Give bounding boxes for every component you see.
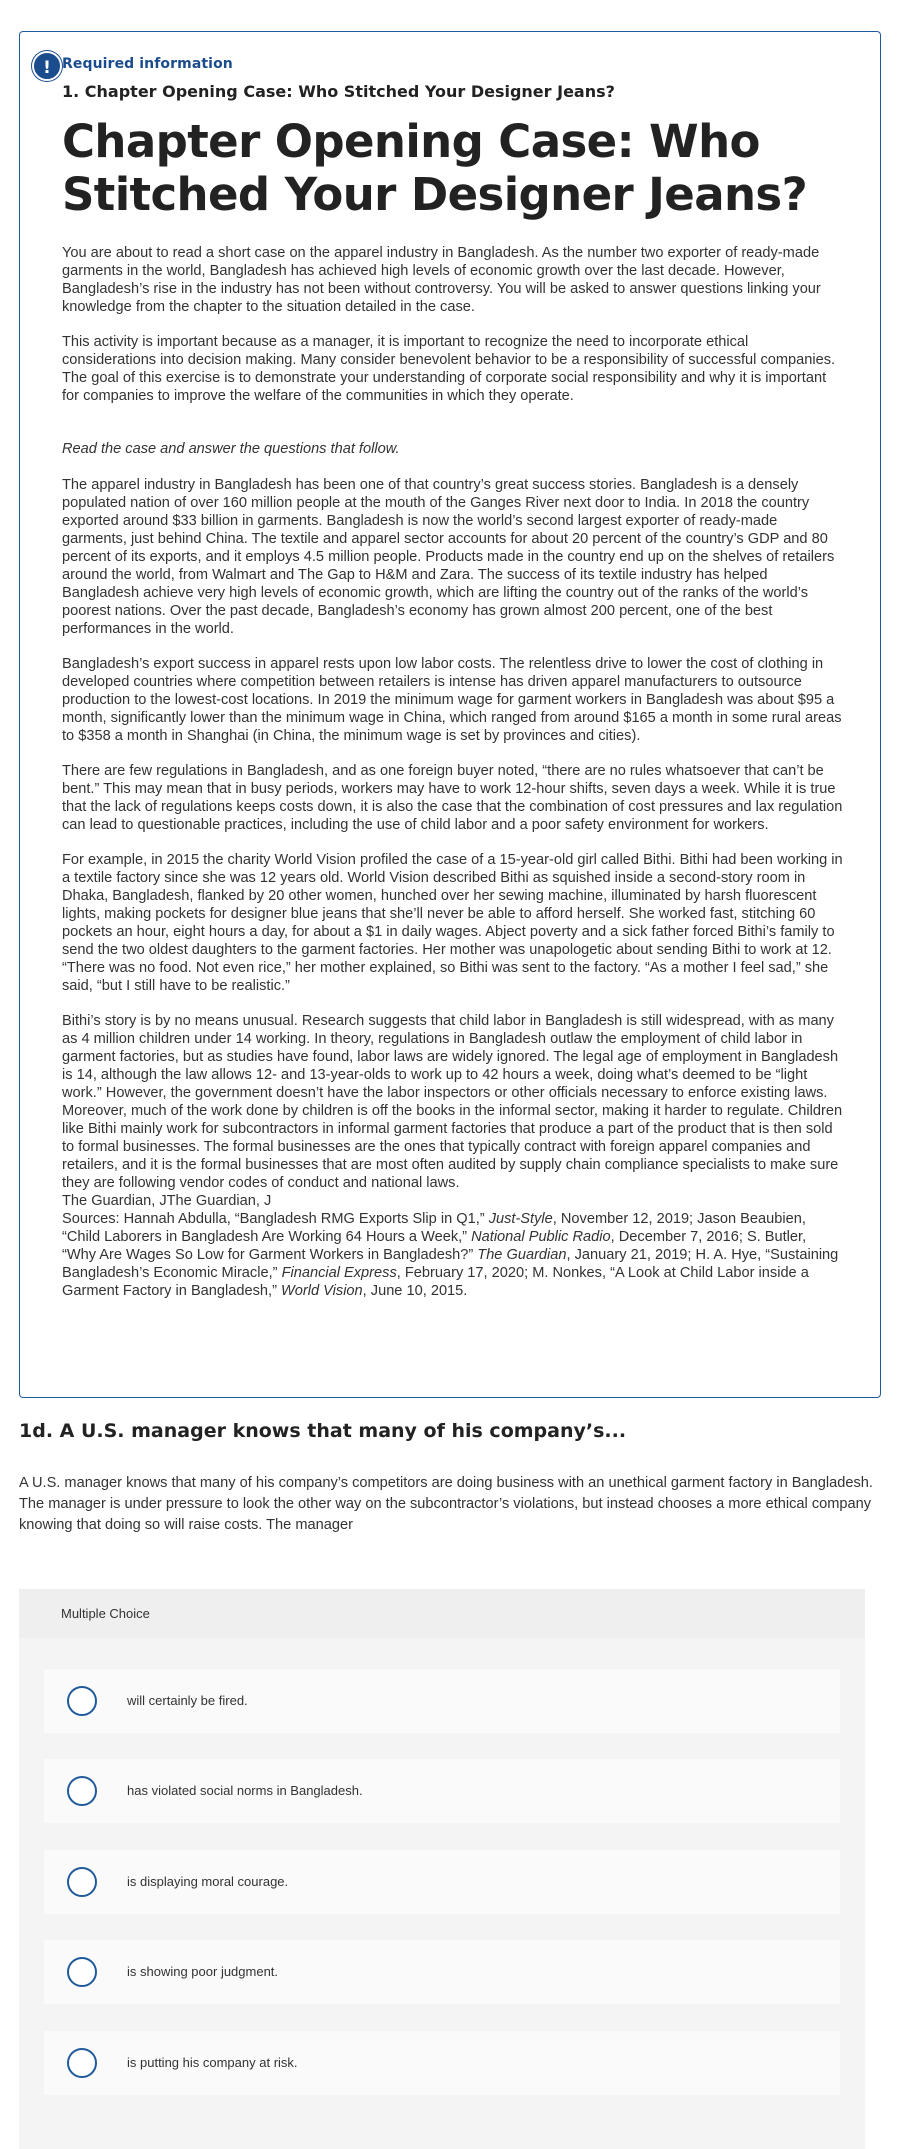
multiple-choice-panel — [19, 1589, 865, 2149]
answer-option-label: is putting his company at risk. — [127, 2055, 298, 2070]
answer-option-label: will certainly be fired. — [127, 1693, 248, 1708]
case-paragraph: Bithi’s story is by no means unusual. Research suggests that child labor in Bangladesh is still widespread, with as many as 4 million children under 14 working. In theory, regulations in Bangladesh outlaw the employment of child labor in garment factories, but as studies have found, labor laws are widely ignored. The legal age of employment in Bangladesh is 14, although the law allows 12- and 13-year-olds to work up to 42 hours a week, doing what’s deemed to be “light work.” However, the government doesn’t have the labor inspectors or other officials necessary to enforce existing laws. Moreover, much of the work done by children is off the books in the informal sector, making it harder to regulate. Children like Bithi mainly work for subcontractors in informal garment factories that produce a part of the product that is then sold to formal businesses. The formal businesses are the ones that typically contract with foreign apparel companies and retailers, and it is the formal businesses that are most often audited by supply chain compliance specialists to make sure they are following vendor codes of conduct and national laws. — [62, 1013, 843, 1191]
answer-option-c[interactable] — [44, 1850, 840, 1914]
answer-option-b[interactable] — [44, 1759, 840, 1823]
question-heading: 1d. A U.S. manager knows that many of his company’s... — [19, 1420, 627, 1442]
case-paragraph: The apparel industry in Bangladesh has been one of that country’s great success stories. Bangladesh is a densely populated nation of over 160 million people at the mouth of the Ganges River next door to India. In 2018 the country exported around $33 billion in garments. Bangladesh is now the world’s second largest exporter of ready-made garments, just behind China. The textile and apparel sector accounts for about 20 percent of the country’s GDP and 80 percent of its exports, and it employs 4.5 million people. Products made in the country end up on the shelves of retailers around the world, from Walmart and The Gap to H&M and Zara. The success of its textile industry has helped Bangladesh achieve very high levels of economic growth, which are lifting the country out of the ranks of the world’s poorest nations. Over the past decade, Bangladesh’s economy has grown almost 200 percent, one of the best performances in the world. — [62, 477, 835, 637]
case-title-line-2: Stitched Your Designer Jeans? — [62, 168, 808, 221]
radio-button-icon[interactable] — [67, 1686, 97, 1716]
answer-option-a[interactable] — [44, 1669, 840, 1733]
sources-citation: Sources: Hannah Abdulla, “Bangladesh RMG Exports Slip in Q1,” Just-Style, November 12, 2019; Jason Beaubien, “Child Laborers in Bangladesh Are Working 64 Hours a Week,” National Public Radio, December 7, 2016; S. Butler, “Why Are Wages So Low for Garment Workers in Bangladesh?” The Guardian, January 21, 2019; H. A. Hye, “Sustaining Bangladesh’s Economic Miracle,” Financial Express, February 17, 2020; M. Nonkes, “A Look at Child Labor inside a Garment Factory in Bangladesh,” World Vision, June 10, 2015. — [62, 1211, 839, 1299]
answer-option-label: has violated social norms in Bangladesh. — [127, 1783, 363, 1798]
case-paragraph: There are few regulations in Bangladesh, and as one foreign buyer noted, “there are no rules whatsoever that can’t be bent.” This may mean that in busy periods, workers may have to work 12-hour shifts, seven days a week. While it is true that the lack of regulations keeps costs down, it is also the case that the combination of cost pressures and lax regulation can lead to questionable practices, including the use of child labor and a poor safety environment for workers. — [62, 763, 843, 833]
guardian-line: The Guardian, JThe Guardian, J — [62, 1193, 272, 1209]
case-subtitle: 1. Chapter Opening Case: Who Stitched Your Designer Jeans? — [62, 82, 615, 101]
question-type-label: Multiple Choice — [19, 1589, 865, 1638]
case-paragraph: Bangladesh’s export success in apparel rests upon low labor costs. The relentless drive to lower the cost of clothing in developed countries where competition between retailers is intense has driven apparel manufacturers to outsource production to the lowest-cost locations. In 2019 the minimum wage for garment workers in Bangladesh was about $95 a month, significantly lower than the minimum wage in China, which ranged from around $165 a month in some rural areas to $358 a month in Shanghai (in China, the minimum wage is set by provinces and cities). — [62, 656, 842, 744]
question-prompt: A U.S. manager knows that many of his company’s competitors are doing business with an unethical garment factory in Bangladesh. The manager is under pressure to look the other way on the subcontractor’s violations, but instead chooses a more ethical company knowing that doing so will raise costs. The manager — [19, 1475, 873, 1533]
intro-paragraph: This activity is important because as a manager, it is important to recognize the need to incorporate ethical considerations into decision making. Many consider benevolent behavior to be a responsibility of successful companies. The goal of this exercise is to demonstrate your understanding of corporate social responsibility and why it is important for companies to improve the welfare of the communities in which they operate. — [62, 334, 836, 404]
case-paragraph: For example, in 2015 the charity World Vision profiled the case of a 15-year-old girl called Bithi. Bithi had been working in a textile factory since she was 12 years old. World Vision described Bithi as squished inside a second-story room in Dhaka, Bangladesh, flanked by 20 other women, hunched over her sewing machine, illuminated by harsh fluorescent lights, making pockets for designer blue jeans that she’ll never be able to afford herself. She worked fast, stitching 60 pockets an hour, eight hours a day, for about a $1 in daily wages. Abject poverty and a sick father forced Bithi’s family to send the two oldest daughters to the garment factories. Her mother was unapologetic about sending Bithi to work at 12. “There was no food. Not even rice,” her mother explained, so Bithi was sent to the factory. “As a mother I feel sad,” she said, “but I still have to be realistic.” — [62, 852, 843, 994]
card-content — [62, 56, 844, 1300]
radio-button-icon[interactable] — [67, 2048, 97, 2078]
alert-icon: ! — [32, 51, 62, 81]
radio-button-icon[interactable] — [67, 1867, 97, 1897]
radio-button-icon[interactable] — [67, 1776, 97, 1806]
case-title-line-1: Chapter Opening Case: Who — [62, 115, 760, 168]
answer-option-e[interactable] — [44, 2031, 840, 2095]
case-instruction: Read the case and answer the questions that follow. — [62, 441, 400, 457]
answer-option-d[interactable] — [44, 1940, 840, 2004]
required-info-label: Required information — [62, 56, 233, 72]
radio-button-icon[interactable] — [67, 1957, 97, 1987]
intro-paragraph: You are about to read a short case on the apparel industry in Bangladesh. As the number two exporter of ready-made garments in the world, Bangladesh has achieved high levels of economic growth over the last decade. However, Bangladesh’s rise in the industry has not been without controversy. You will be asked to answer questions linking your knowledge from the chapter to the situation detailed in the case. — [62, 245, 821, 315]
answer-option-label: is displaying moral courage. — [127, 1874, 289, 1889]
case-title — [62, 115, 844, 221]
answer-option-label: is showing poor judgment. — [127, 1964, 279, 1979]
required-information-card — [19, 31, 881, 1398]
